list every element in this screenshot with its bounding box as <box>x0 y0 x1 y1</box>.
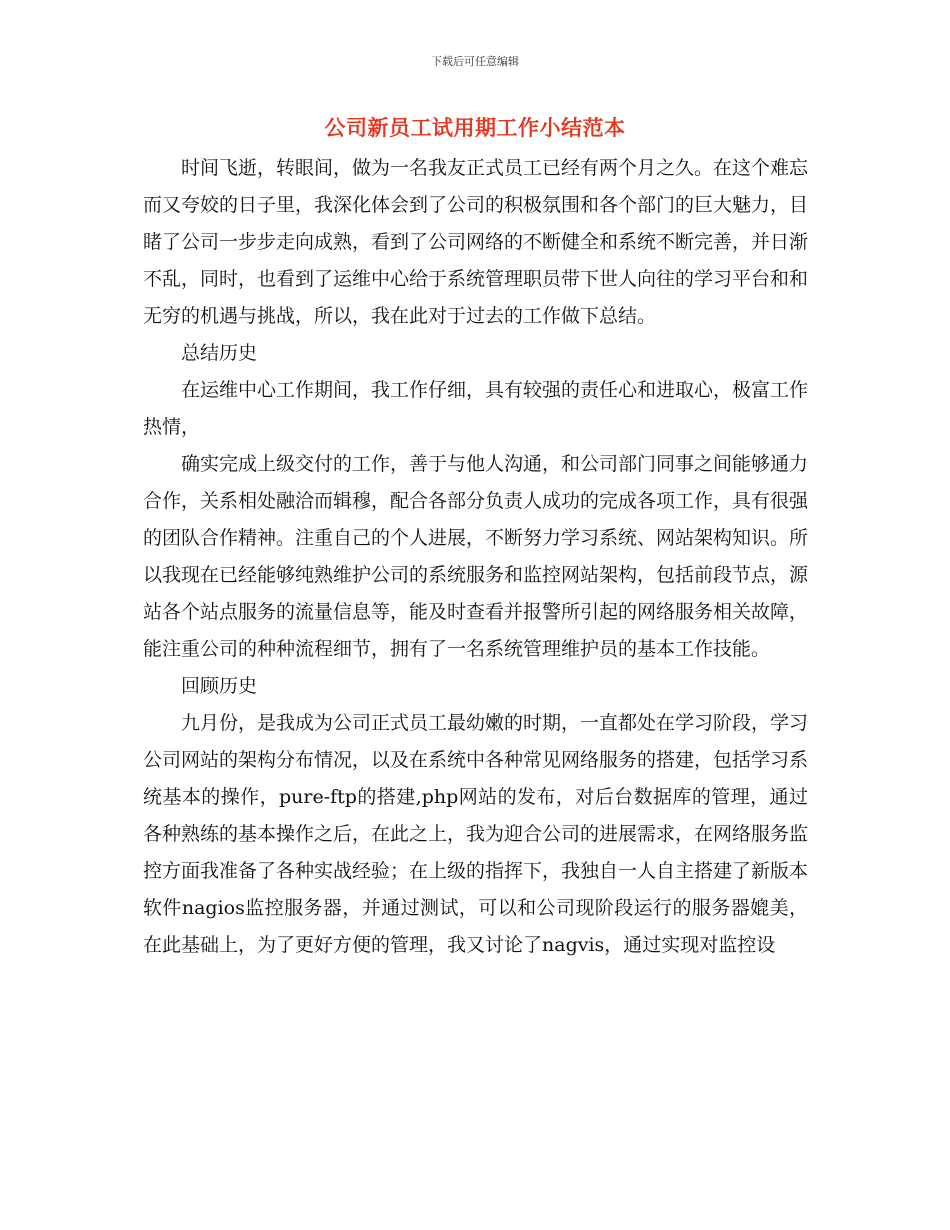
paragraph-intro: 时间飞逝，转眼间，做为一名我友正式员工已经有两个月之久。在这个难忘而又夸姣的日子里，我深化体会到了公司的积极氛围和各个部门的巨大魅力，目睹了公司一步步走向成熟，看到了公司网络的不断健全和系统不断完善，并日渐不乱，同时，也看到了运维中心给于系统管理职员带下世人向往的学习平台和和无穷的机遇与挑战，所以，我在此对于过去的工作做下总结。 <box>143 157 809 327</box>
paragraph-teamwork: 确实完成上级交付的工作，善于与他人沟通，和公司部门同事之间能够通力合作，关系相处融洽而辑穆，配合各部分负责人成功的完成各项工作，具有很强的团队合作精神。注重自己的个人进展，不断努力学习系统、网站架构知识。所以我现在已经能够纯熟维护公司的系统服务和监控网站架构，包括前段节点，源站各个站点服务的流量信息等，能及时查看并报警所引起的网络服务相关故障，能注重公司的种种流程细节，拥有了一名系统管理维护员的基本工作技能。 <box>143 453 809 660</box>
paragraph-september: 九月份，是我成为公司正式员工最幼嫩的时期，一直都处在学习阶段，学习公司网站的架构分布情况，以及在系统中各种常见网络服务的搭建，包括学习系统基本的操作，pure-ftp的搭建,php网站的发布，对后台数据库的管理，通过各种熟练的基本操作之后，在此之上，我为迎合公司的进展需求，在网络服务监控方面我准备了各种实战经验；在上级的指挥下，我独自一人自主搭建了新版本软件nagios监控服务器，并通过测试，可以和公司现阶段运行的服务器媲美，在此基础上，为了更好方便的管理，我又讨论了nagvis，通过实现对监控设 <box>143 712 809 956</box>
section-heading-review: 回顾历史 <box>181 675 258 697</box>
paragraph-work-attitude: 在运维中心工作期间，我工作仔细，具有较强的责任心和进取心，极富工作热情， <box>143 379 809 438</box>
document-body <box>143 150 808 964</box>
section-heading-summary: 总结历史 <box>181 342 258 364</box>
document-title: 公司新员工试用期工作小结范本 <box>324 116 626 140</box>
header-note: 下载后可任意编辑 <box>431 55 519 68</box>
